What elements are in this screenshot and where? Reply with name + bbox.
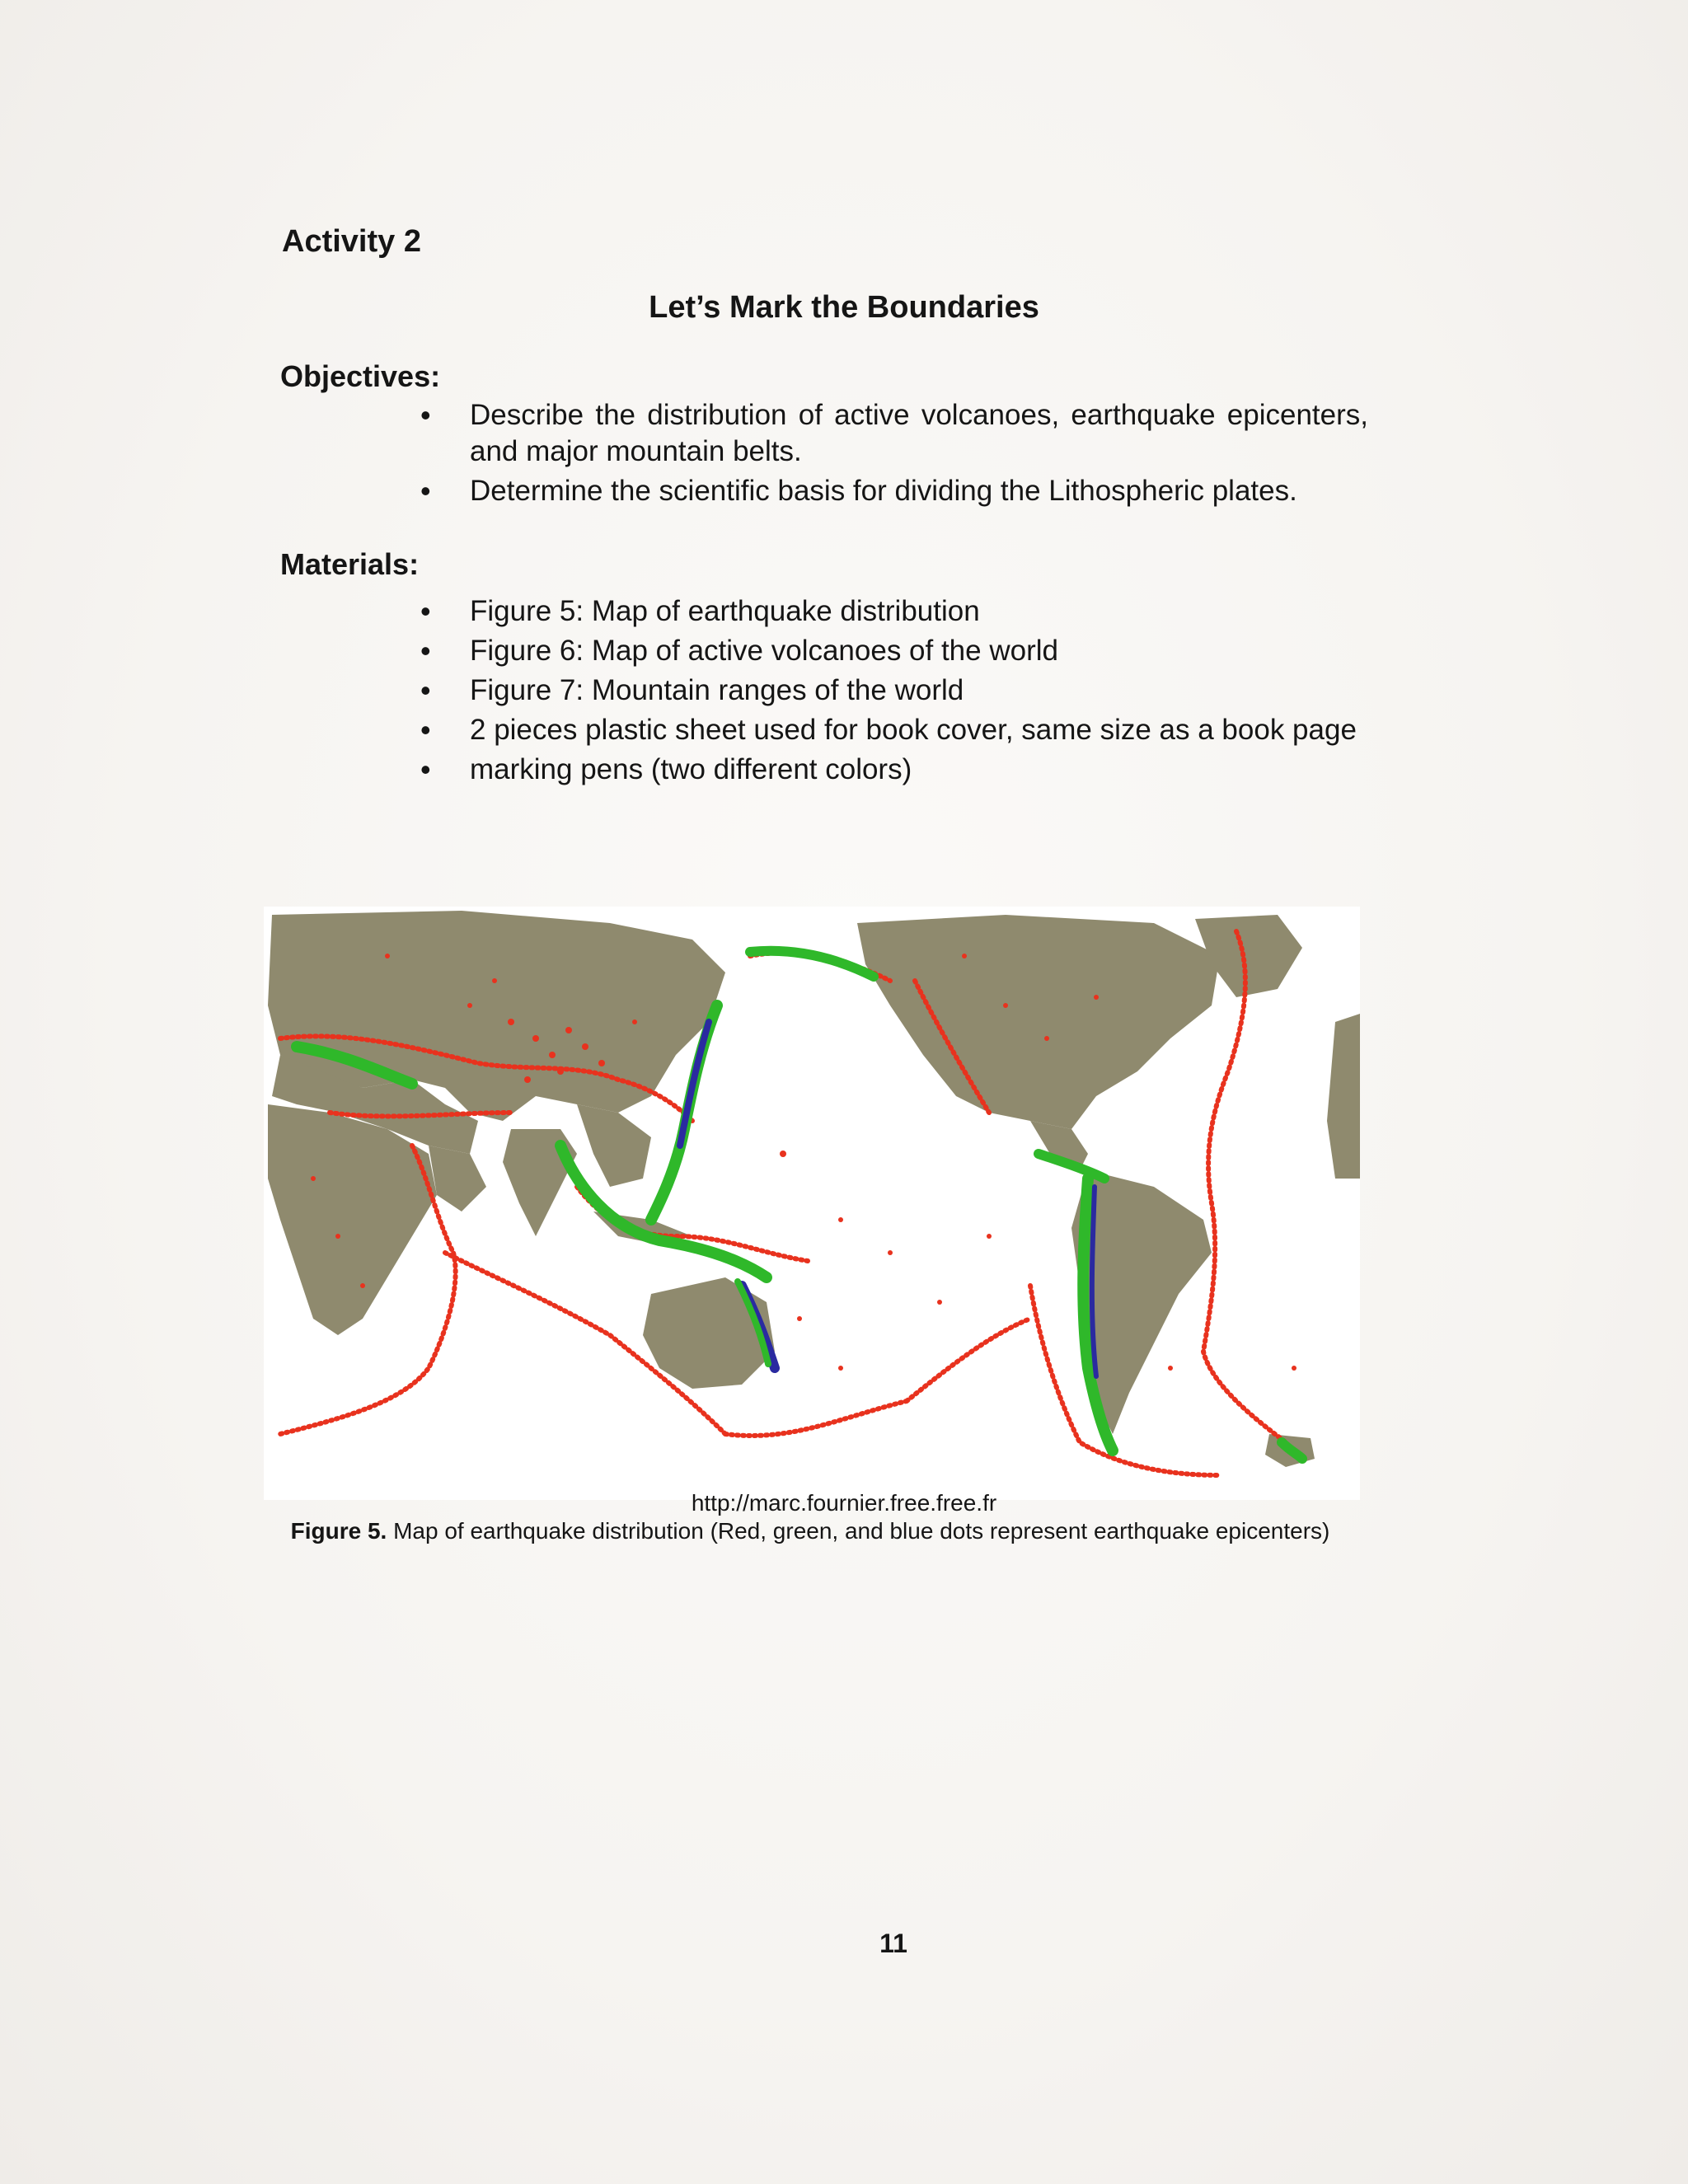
material-item: • 2 pieces plastic sheet used for book cover, same size as a book page [420,712,1368,748]
title-text: Let’s Mark the Boundaries [649,290,1039,325]
objective-item: • Describe the distribution of active volcanoes, earthquake epicenters, and major mountain belts. [420,397,1368,470]
page-number: 11 [879,1929,907,1958]
objectives-list [420,397,1368,513]
figure-source: http://marc.fournier.free.free.fr [691,1490,997,1516]
objectives-heading: Objectives: [280,359,441,393]
material-item: • Figure 5: Map of earthquake distribution [420,593,1368,630]
material-item: • Figure 6: Map of active volcanoes of the world [420,633,1368,669]
earthquake-map [264,907,1360,1500]
page-title [0,290,1688,326]
activity-label: Activity 2 [282,224,421,259]
material-item: • marking pens (two different colors) [420,752,1368,788]
materials-heading: Materials: [280,547,420,581]
figure-caption-text: Map of earthquake distribution (Red, green, and blue dots represent earthquake epicenters) [393,1518,1330,1544]
material-item: • Figure 7: Mountain ranges of the world [420,673,1368,709]
figure-label: Figure 5. [290,1518,387,1544]
earthquake-map-figure [264,907,1360,1500]
figure-caption [279,1516,1342,1546]
materials-list [420,593,1368,791]
objective-item: • Determine the scientific basis for dividing the Lithospheric plates. [420,473,1368,509]
